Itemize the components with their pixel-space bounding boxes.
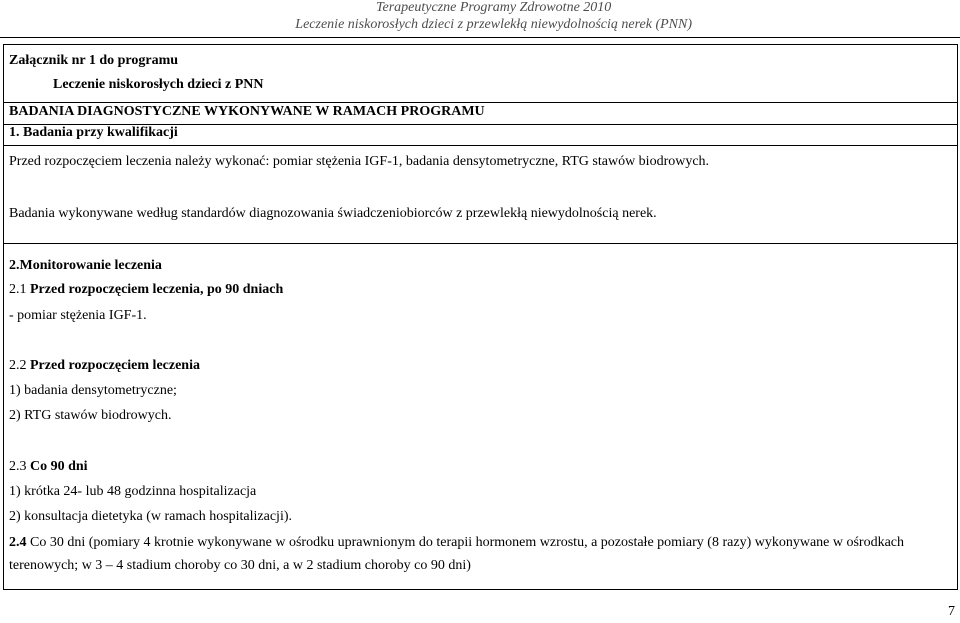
subsection-2-2-item-2: 2) RTG stawów biodrowych. — [9, 408, 172, 423]
document-table — [3, 44, 958, 590]
subsection-2-4-line-1 — [9, 535, 904, 551]
running-header — [295, 0, 692, 33]
subsection-2-3-item-2: 2) konsultacja dietetyka (w ramach hospitalizacji). — [9, 509, 293, 524]
section-title-row — [4, 103, 957, 125]
subsection-2-1-title: Przed rozpoczęciem leczenia, po 90 dniach — [30, 282, 284, 297]
subsection-2-2-title: Przed rozpoczęciem leczenia — [30, 358, 200, 373]
subsection-2-3 — [9, 459, 88, 475]
monitoring-row — [4, 244, 957, 589]
subsection-2-4-text-1: Co 30 dni (pomiary 4 krotnie wykonywane w ośrodku uprawnionym do terapii hormonem wzrostu, a pozostałe pomiary (8 razy) wykonywane w ośrodkach — [30, 535, 905, 550]
subsection-2-4-number: 2.4 — [9, 535, 27, 550]
subsection-2-2-number: 2.2 — [9, 358, 27, 373]
page-number: 7 — [948, 604, 955, 619]
subsection-2-1-number: 2.1 — [9, 282, 27, 297]
monitoring-title: 2.Monitorowanie leczenia — [9, 258, 162, 273]
subsection-2-4-line-2: terenowych; w 3 – 4 stadium choroby co 30 dni, a w 2 stadium choroby co 90 dni) — [9, 558, 471, 573]
subsection-2-1-item: - pomiar stężenia IGF-1. — [9, 308, 147, 323]
attachment-row — [4, 45, 957, 103]
header-subtitle: Leczenie niskorosłych dzieci z przewlekłą niewydolnością nerek (PNN) — [295, 17, 692, 32]
header-divider — [0, 37, 960, 38]
qualification-body-row — [4, 146, 957, 244]
header-title: Terapeutyczne Programy Zdrowotne 2010 — [376, 0, 612, 15]
subsection-2-1 — [9, 282, 283, 298]
subsection-2-3-item-1: 1) krótka 24- lub 48 godzinna hospitalizacja — [9, 484, 257, 499]
subsection-2-2 — [9, 358, 200, 374]
subsection-2-3-number: 2.3 — [9, 459, 27, 474]
section-title: BADANIA DIAGNOSTYCZNE WYKONYWANE W RAMACH PROGRAMU — [9, 104, 485, 119]
qualification-title: 1. Badania przy kwalifikacji — [9, 125, 178, 140]
subsection-2-2-item-1: 1) badania densytometryczne; — [9, 383, 177, 398]
subsection-2-3-title: Co 90 dni — [30, 459, 88, 474]
qualification-title-row — [4, 125, 957, 146]
attachment-label: Załącznik nr 1 do programu — [9, 53, 179, 68]
program-name: Leczenie niskorosłych dzieci z PNN — [53, 77, 264, 92]
qualification-text-2: Badania wykonywane według standardów diagnozowania świadczeniobiorców z przewlekłą niewydolnością nerek. — [9, 206, 657, 221]
qualification-text-1: Przed rozpoczęciem leczenia należy wykonać: pomiar stężenia IGF-1, badania densytometryczne, RTG stawów biodrowych. — [9, 154, 710, 169]
